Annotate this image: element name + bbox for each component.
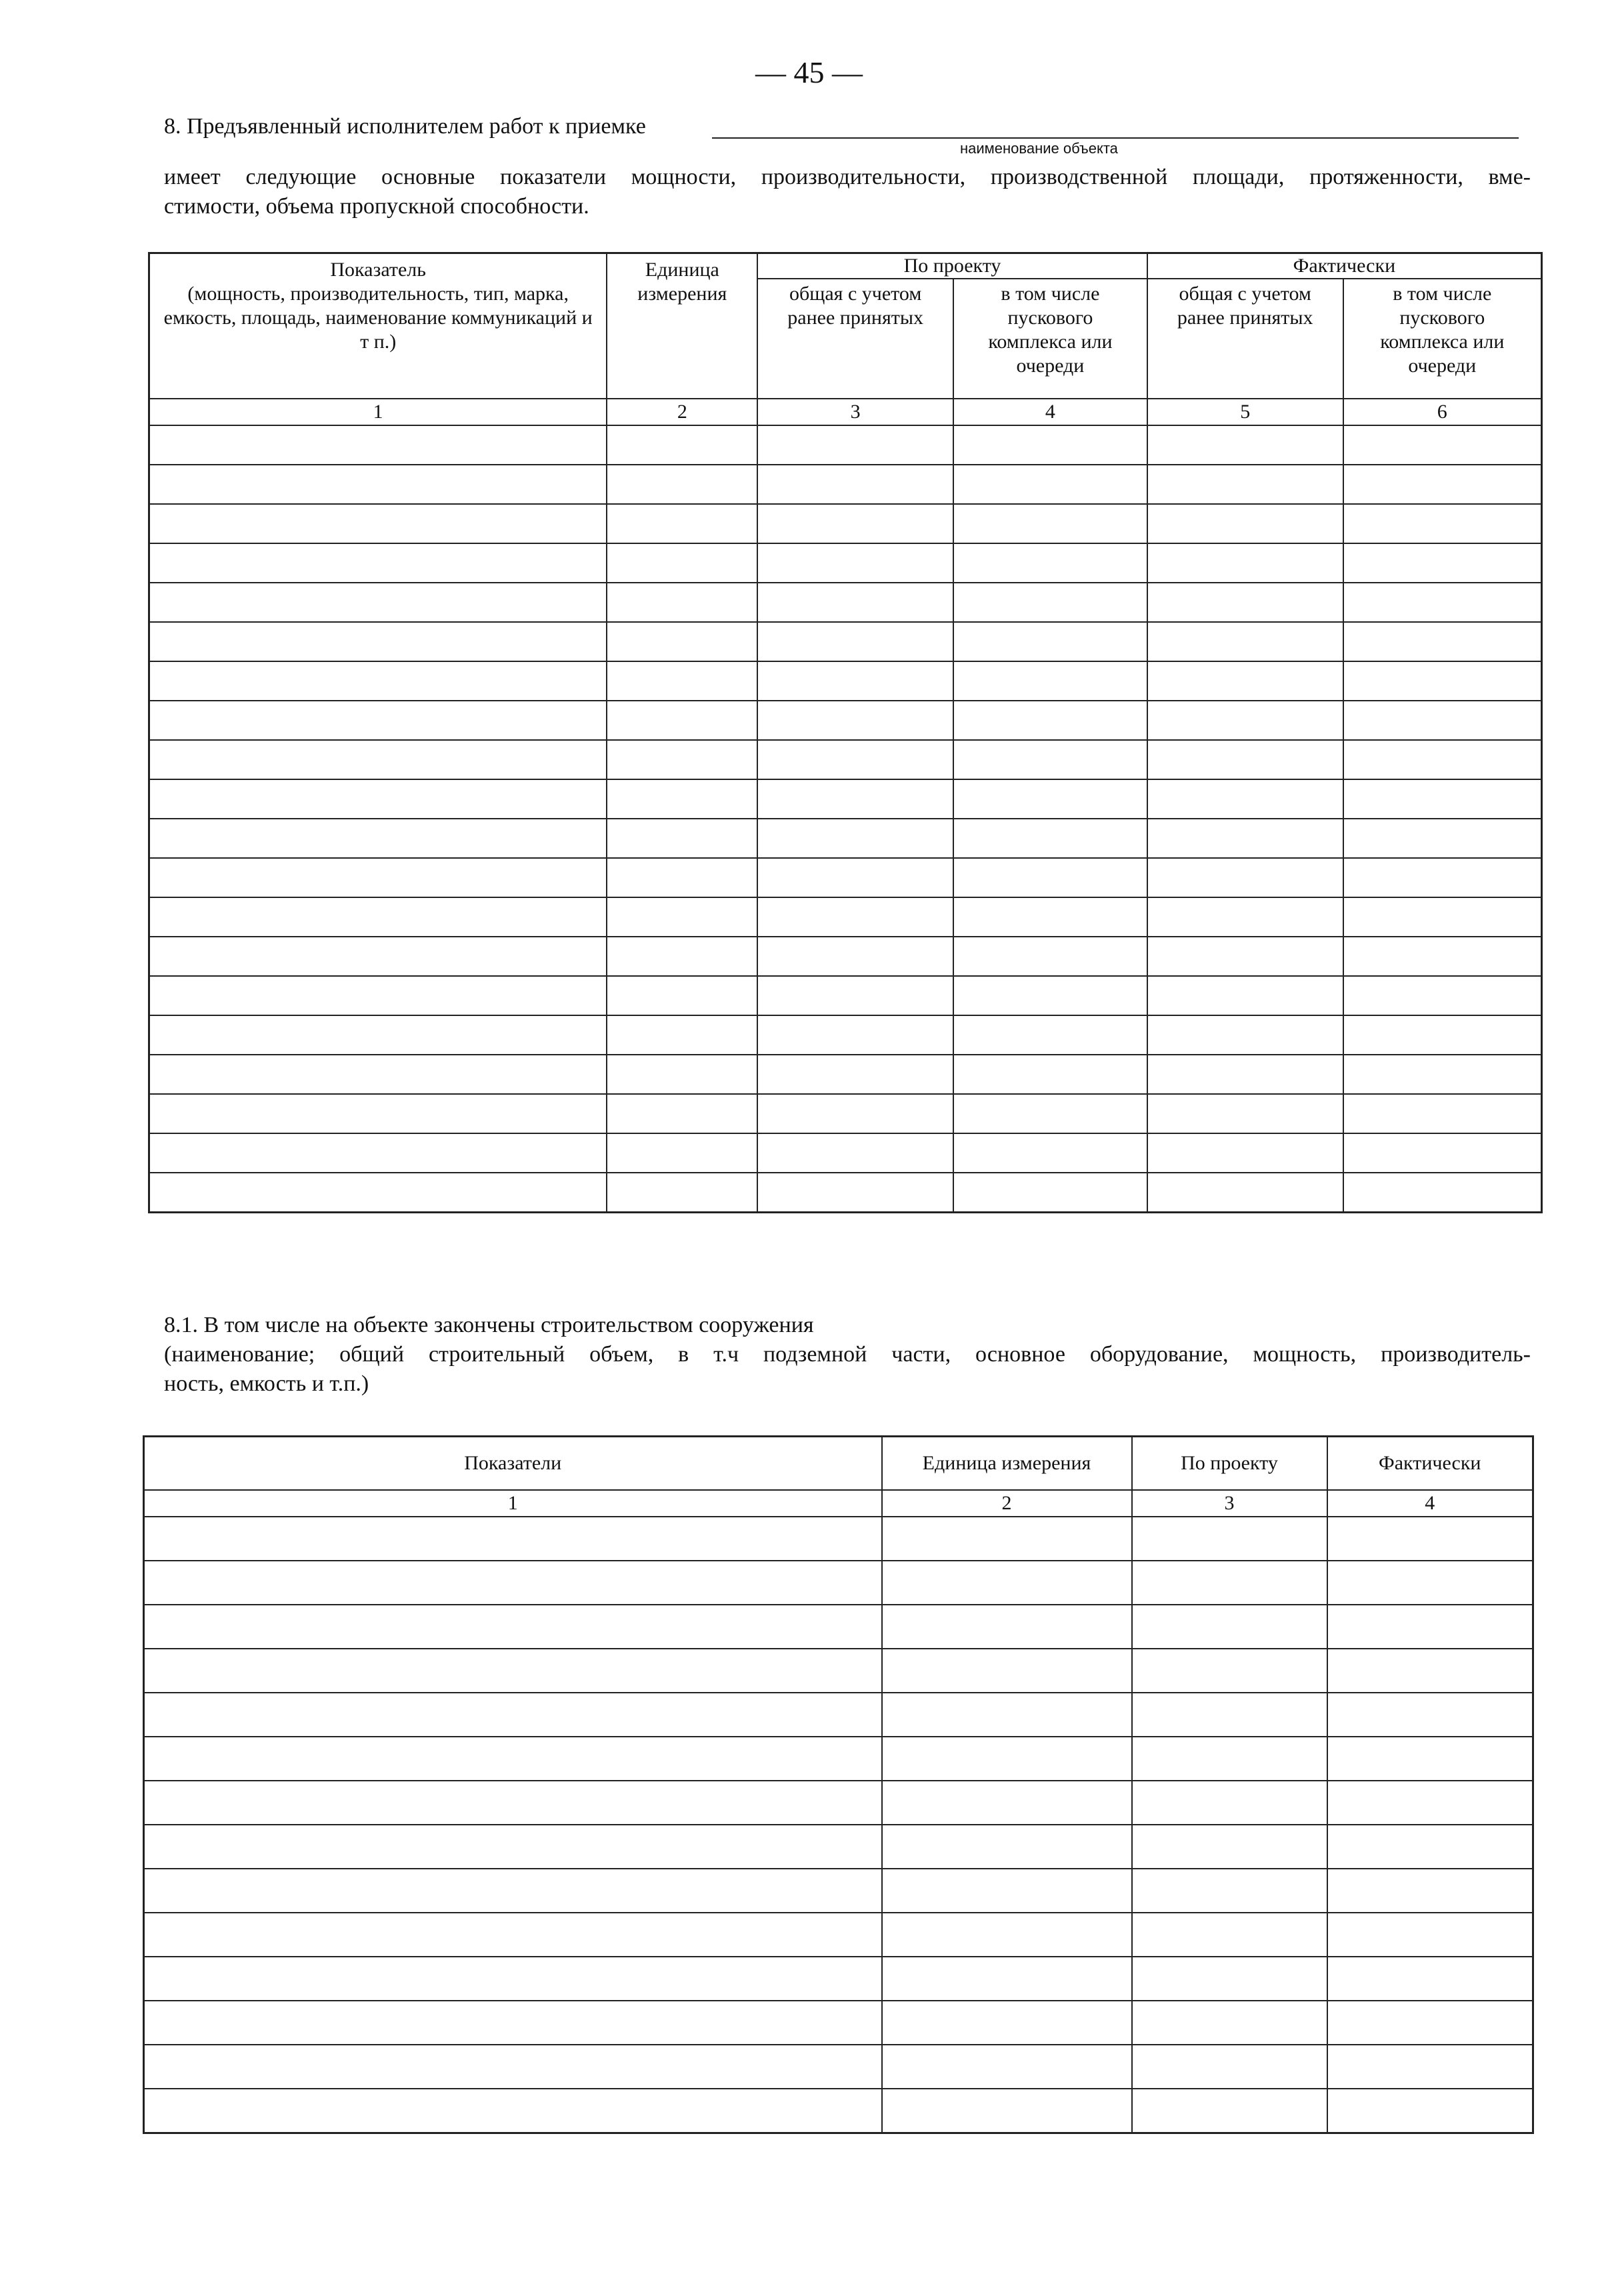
table-row <box>149 1094 1542 1133</box>
table-cell[interactable] <box>1147 937 1343 976</box>
col-number: 5 <box>1147 399 1343 425</box>
table-cell[interactable] <box>1343 1173 1542 1213</box>
table-row <box>149 779 1542 819</box>
table-row <box>149 1055 1542 1094</box>
table-cell[interactable] <box>757 1094 953 1133</box>
table-cell[interactable] <box>1132 1605 1327 1649</box>
table-cell[interactable] <box>149 1173 607 1213</box>
table-cell[interactable] <box>757 1173 953 1213</box>
table-cell[interactable] <box>1343 897 1542 937</box>
table-cell[interactable] <box>757 1015 953 1055</box>
table-cell[interactable] <box>1132 2001 1327 2045</box>
table-cell[interactable] <box>882 1913 1132 1957</box>
table-row <box>149 819 1542 858</box>
section8-text-line3: стимости, объема пропускной способности. <box>164 194 589 219</box>
table-cell[interactable] <box>144 1649 882 1693</box>
table-cell[interactable] <box>1343 543 1542 583</box>
table-cell[interactable] <box>607 583 757 622</box>
col-number: 4 <box>953 399 1147 425</box>
table-cell[interactable] <box>607 1133 757 1173</box>
table-cell[interactable] <box>607 897 757 937</box>
table-cell[interactable] <box>1132 1913 1327 1957</box>
table-cell[interactable] <box>149 1094 607 1133</box>
table-cell[interactable] <box>953 976 1147 1015</box>
col-number: 3 <box>757 399 953 425</box>
col-number: 1 <box>149 399 607 425</box>
col-number: 2 <box>882 1490 1132 1517</box>
table-cell[interactable] <box>757 661 953 701</box>
table-cell[interactable] <box>144 1517 882 1561</box>
table-row <box>144 1781 1533 1825</box>
table-cell[interactable] <box>1327 1737 1533 1781</box>
table-cell[interactable] <box>1327 2001 1533 2045</box>
table-cell[interactable] <box>607 465 757 504</box>
table-cell[interactable] <box>607 937 757 976</box>
section8-text-line2: имеет следующие основные показатели мощности, производительности, производственной площади, протяженности, вме- <box>164 165 1531 189</box>
table-cell[interactable] <box>953 1173 1147 1213</box>
table-cell[interactable] <box>149 701 607 740</box>
table-cell[interactable] <box>1343 465 1542 504</box>
table-cell[interactable] <box>149 425 607 465</box>
table-row <box>149 740 1542 779</box>
table-cell[interactable] <box>144 2045 882 2089</box>
table-cell[interactable] <box>953 425 1147 465</box>
table-cell[interactable] <box>144 1957 882 2001</box>
table-cell[interactable] <box>149 465 607 504</box>
table-cell[interactable] <box>149 779 607 819</box>
table-cell[interactable] <box>1343 1015 1542 1055</box>
table-cell[interactable] <box>1327 1605 1533 1649</box>
table-cell[interactable] <box>1132 1957 1327 2001</box>
table-cell[interactable] <box>607 1094 757 1133</box>
table-cell[interactable] <box>1343 740 1542 779</box>
table-cell[interactable] <box>882 1693 1132 1737</box>
indicator-header-title: Показатель <box>330 259 426 281</box>
table-cell[interactable] <box>1147 425 1343 465</box>
table-row <box>149 622 1542 661</box>
table-cell[interactable] <box>149 937 607 976</box>
table-row <box>144 1561 1533 1605</box>
indicator-header-desc: (мощность, производительность, тип, марка, емкость, площадь, наименование коммуникаций и т п.) <box>163 283 593 353</box>
table-row <box>149 1133 1542 1173</box>
table-cell[interactable] <box>144 1737 882 1781</box>
table-cell[interactable] <box>757 819 953 858</box>
table-cell[interactable] <box>607 1055 757 1094</box>
table-cell[interactable] <box>953 622 1147 661</box>
table-row <box>149 976 1542 1015</box>
table-cell[interactable] <box>1327 1781 1533 1825</box>
table-cell[interactable] <box>1147 1055 1343 1094</box>
table-cell[interactable] <box>607 858 757 897</box>
table-row <box>149 1173 1542 1213</box>
table-cell[interactable] <box>607 701 757 740</box>
table-cell[interactable] <box>1147 622 1343 661</box>
actual-header: Фактически <box>1327 1437 1533 1491</box>
table-row <box>149 465 1542 504</box>
table-row <box>144 1869 1533 1913</box>
table-cell[interactable] <box>1132 2089 1327 2133</box>
table-cell[interactable] <box>149 504 607 543</box>
table-cell[interactable] <box>1327 1913 1533 1957</box>
table-cell[interactable] <box>149 622 607 661</box>
table-cell[interactable] <box>1132 2045 1327 2089</box>
table-cell[interactable] <box>144 1605 882 1649</box>
design-incl-header: в том числе пускового комплекса или очереди <box>953 279 1147 399</box>
table-cell[interactable] <box>882 2001 1132 2045</box>
table-cell[interactable] <box>953 661 1147 701</box>
table-cell[interactable] <box>1147 1015 1343 1055</box>
actual-incl-header: в том числе пускового комплекса или очереди <box>1343 279 1542 399</box>
table-cell[interactable] <box>757 937 953 976</box>
table-row <box>149 897 1542 937</box>
table-row <box>144 1825 1533 1869</box>
table-cell[interactable] <box>607 1173 757 1213</box>
table-cell[interactable] <box>1132 1737 1327 1781</box>
table-cell[interactable] <box>149 897 607 937</box>
table-cell[interactable] <box>149 583 607 622</box>
table-cell[interactable] <box>149 1133 607 1173</box>
table-row <box>149 504 1542 543</box>
table-row <box>149 1015 1542 1055</box>
table-cell[interactable] <box>757 779 953 819</box>
unit-header: Единица измерения <box>607 253 757 399</box>
table-row <box>144 1605 1533 1649</box>
col-number: 3 <box>1132 1490 1327 1517</box>
table-cell[interactable] <box>1343 425 1542 465</box>
table-cell[interactable] <box>149 976 607 1015</box>
indicators-header: Показатели <box>144 1437 882 1491</box>
table-cell[interactable] <box>757 976 953 1015</box>
table-cell[interactable] <box>144 2001 882 2045</box>
table-cell[interactable] <box>144 1913 882 1957</box>
table-cell[interactable] <box>882 1825 1132 1869</box>
col-number: 1 <box>144 1490 882 1517</box>
table-cell[interactable] <box>1147 1173 1343 1213</box>
table-row <box>149 858 1542 897</box>
table-row <box>144 2089 1533 2133</box>
col-number: 2 <box>607 399 757 425</box>
table-cell[interactable] <box>1327 1517 1533 1561</box>
table-cell[interactable] <box>607 740 757 779</box>
table-cell[interactable] <box>607 504 757 543</box>
table-cell[interactable] <box>882 2089 1132 2133</box>
page-number: — 45 — <box>755 55 863 89</box>
table-cell[interactable] <box>1343 819 1542 858</box>
table-cell[interactable] <box>757 425 953 465</box>
table-cell[interactable] <box>1327 1693 1533 1737</box>
table-cell[interactable] <box>149 740 607 779</box>
table-cell[interactable] <box>882 1737 1132 1781</box>
table-cell[interactable] <box>1147 976 1343 1015</box>
table-row <box>144 2045 1533 2089</box>
section8-heading: 8. Предъявленный исполнителем работ к приемке <box>164 114 646 139</box>
table-cell[interactable] <box>1343 1133 1542 1173</box>
table-cell[interactable] <box>882 1517 1132 1561</box>
table-cell[interactable] <box>1327 2045 1533 2089</box>
table-cell[interactable] <box>1147 701 1343 740</box>
table-cell[interactable] <box>882 1561 1132 1605</box>
indicator-header <box>149 253 607 399</box>
section81-text-line2: (наименование; общий строительный объем, в т.ч подземной части, основное оборудование, мощность, производитель- <box>164 1342 1531 1367</box>
design-general-header: общая с учетом ранее принятых <box>757 279 953 399</box>
table-cell[interactable] <box>1327 2089 1533 2133</box>
table-cell[interactable] <box>757 504 953 543</box>
table-cell[interactable] <box>1147 504 1343 543</box>
table-cell[interactable] <box>953 740 1147 779</box>
table-cell[interactable] <box>607 779 757 819</box>
table-cell[interactable] <box>1147 819 1343 858</box>
table-cell[interactable] <box>882 1649 1132 1693</box>
table-cell[interactable] <box>757 465 953 504</box>
table-cell[interactable] <box>757 583 953 622</box>
table-cell[interactable] <box>882 1957 1132 2001</box>
table-cell[interactable] <box>757 622 953 661</box>
table-cell[interactable] <box>607 622 757 661</box>
table-cell[interactable] <box>1132 1869 1327 1913</box>
design-header: По проекту <box>1132 1437 1327 1491</box>
table-cell[interactable] <box>1343 1055 1542 1094</box>
table-cell[interactable] <box>149 1055 607 1094</box>
table-cell[interactable] <box>953 819 1147 858</box>
table-cell[interactable] <box>757 543 953 583</box>
capacity-table <box>148 252 1543 1213</box>
table-cell[interactable] <box>882 2045 1132 2089</box>
table-row <box>144 1649 1533 1693</box>
actual-general-header: общая с учетом ранее принятых <box>1147 279 1343 399</box>
table-cell[interactable] <box>882 1781 1132 1825</box>
table-cell[interactable] <box>144 1693 882 1737</box>
table-cell[interactable] <box>1147 661 1343 701</box>
table-cell[interactable] <box>1147 779 1343 819</box>
section81-text-line3: ность, емкость и т.п.) <box>164 1371 369 1396</box>
table-cell[interactable] <box>149 858 607 897</box>
table-row <box>149 425 1542 465</box>
table-cell[interactable] <box>1147 858 1343 897</box>
object-name-caption: наименование объекта <box>960 140 1118 157</box>
table-cell[interactable] <box>1147 740 1343 779</box>
table-cell[interactable] <box>144 1825 882 1869</box>
table-cell[interactable] <box>144 2089 882 2133</box>
table-cell[interactable] <box>1343 858 1542 897</box>
table-row <box>144 2001 1533 2045</box>
table-cell[interactable] <box>882 1869 1132 1913</box>
table-cell[interactable] <box>1132 1825 1327 1869</box>
table-cell[interactable] <box>1343 661 1542 701</box>
col-number: 6 <box>1343 399 1542 425</box>
table-cell[interactable] <box>953 465 1147 504</box>
table-row <box>144 1693 1533 1737</box>
table-row <box>144 1517 1533 1561</box>
table-cell[interactable] <box>1132 1781 1327 1825</box>
table-cell[interactable] <box>1147 465 1343 504</box>
table-cell[interactable] <box>144 1869 882 1913</box>
table-cell[interactable] <box>1147 897 1343 937</box>
table-cell[interactable] <box>607 1015 757 1055</box>
table-cell[interactable] <box>1327 1649 1533 1693</box>
table-cell[interactable] <box>1327 1957 1533 2001</box>
table-cell[interactable] <box>953 1055 1147 1094</box>
table-cell[interactable] <box>144 1781 882 1825</box>
table-row <box>144 1913 1533 1957</box>
table-cell[interactable] <box>607 819 757 858</box>
table-cell[interactable] <box>149 543 607 583</box>
table-cell[interactable] <box>1343 622 1542 661</box>
table-cell[interactable] <box>607 976 757 1015</box>
table-cell[interactable] <box>1343 701 1542 740</box>
table-cell[interactable] <box>1147 583 1343 622</box>
table-cell[interactable] <box>1343 504 1542 543</box>
table-cell[interactable] <box>757 740 953 779</box>
table-cell[interactable] <box>144 1561 882 1605</box>
table-cell[interactable] <box>953 1015 1147 1055</box>
table-cell[interactable] <box>953 504 1147 543</box>
table-cell[interactable] <box>1327 1869 1533 1913</box>
table-cell[interactable] <box>1132 1649 1327 1693</box>
structures-table <box>143 1435 1534 2134</box>
table-cell[interactable] <box>757 1055 953 1094</box>
table-cell[interactable] <box>953 583 1147 622</box>
table-cell[interactable] <box>757 701 953 740</box>
table-cell[interactable] <box>149 661 607 701</box>
actual-group-header: Фактически <box>1147 253 1542 279</box>
table-cell[interactable] <box>1343 779 1542 819</box>
table-cell[interactable] <box>607 425 757 465</box>
table-cell[interactable] <box>1147 1133 1343 1173</box>
table-cell[interactable] <box>757 1133 953 1173</box>
table-cell[interactable] <box>149 819 607 858</box>
unit-header: Единица измерения <box>882 1437 1132 1491</box>
table-row <box>149 661 1542 701</box>
table-cell[interactable] <box>882 1605 1132 1649</box>
table-cell[interactable] <box>1132 1693 1327 1737</box>
table-cell[interactable] <box>149 1015 607 1055</box>
table-cell[interactable] <box>1132 1517 1327 1561</box>
table-cell[interactable] <box>1343 976 1542 1015</box>
table-cell[interactable] <box>607 543 757 583</box>
section81-heading: 8.1. В том числе на объекте закончены строительством сооружения <box>164 1313 814 1337</box>
table-cell[interactable] <box>1147 1094 1343 1133</box>
table-row <box>149 583 1542 622</box>
table-row <box>149 543 1542 583</box>
table-cell[interactable] <box>1327 1825 1533 1869</box>
table-cell[interactable] <box>1327 1561 1533 1605</box>
table-cell[interactable] <box>1343 583 1542 622</box>
table-cell[interactable] <box>757 897 953 937</box>
design-group-header: По проекту <box>757 253 1147 279</box>
table-cell[interactable] <box>953 543 1147 583</box>
table-cell[interactable] <box>953 779 1147 819</box>
table-cell[interactable] <box>953 897 1147 937</box>
table-cell[interactable] <box>607 661 757 701</box>
table-cell[interactable] <box>757 858 953 897</box>
table-cell[interactable] <box>953 1133 1147 1173</box>
col-number: 4 <box>1327 1490 1533 1517</box>
table-row <box>144 1957 1533 2001</box>
table-cell[interactable] <box>1343 1094 1542 1133</box>
table-cell[interactable] <box>953 1094 1147 1133</box>
table-cell[interactable] <box>1147 543 1343 583</box>
table-cell[interactable] <box>1132 1561 1327 1605</box>
table-cell[interactable] <box>1343 937 1542 976</box>
table-row <box>149 937 1542 976</box>
table-row <box>144 1737 1533 1781</box>
table-cell[interactable] <box>953 937 1147 976</box>
table-cell[interactable] <box>953 701 1147 740</box>
table-cell[interactable] <box>953 858 1147 897</box>
object-name-line[interactable] <box>712 137 1519 139</box>
table-row <box>149 701 1542 740</box>
